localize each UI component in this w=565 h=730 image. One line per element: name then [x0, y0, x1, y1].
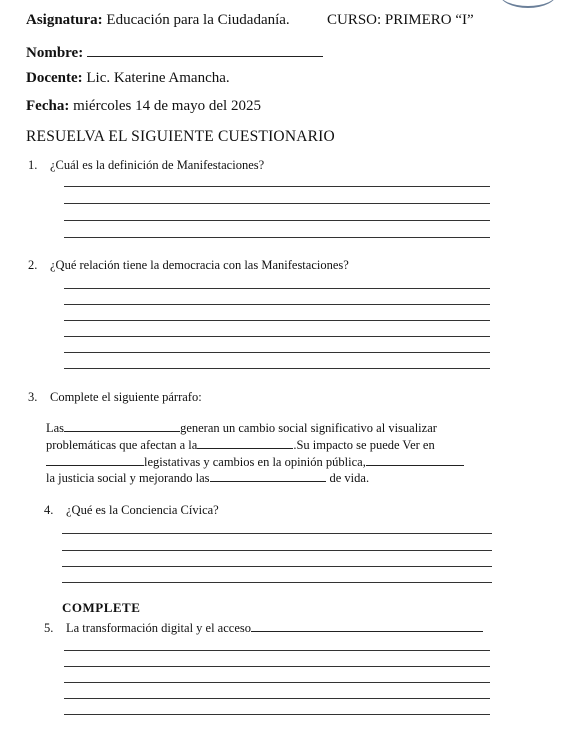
paragraph-text: la justicia social y mejorando las	[46, 471, 210, 485]
paragraph-line-1	[46, 420, 437, 436]
paragraph-line-3	[46, 454, 464, 470]
asignatura-value: Educación para la Ciudadanía.	[106, 12, 290, 28]
fill-blank[interactable]	[366, 454, 464, 466]
paragraph-text: problemáticas que afectan a la	[46, 438, 198, 452]
question-number: 1.	[28, 158, 38, 172]
answer-line[interactable]	[64, 203, 490, 204]
asignatura-label: Asignatura:	[26, 12, 103, 28]
answer-line[interactable]	[64, 650, 490, 651]
paragraph-text: Las	[46, 421, 65, 435]
question-text: ¿Qué es la Conciencia Cívica?	[66, 503, 219, 517]
question-5	[44, 620, 483, 636]
docente-value: Lic. Katerine Amancha.	[86, 70, 230, 86]
complete-label: COMPLETE	[62, 600, 141, 615]
answer-line[interactable]	[64, 714, 490, 715]
answer-line[interactable]	[64, 666, 490, 667]
fill-blank[interactable]	[46, 454, 144, 466]
answer-line[interactable]	[64, 186, 490, 187]
corner-decoration	[499, 0, 557, 8]
paragraph-text: .Su impacto se puede Ver en	[293, 438, 435, 452]
question-text: ¿Qué relación tiene la democracia con las Manifestaciones?	[50, 258, 349, 272]
question-text: ¿Cuál es la definición de Manifestaciones?	[50, 158, 265, 172]
answer-line[interactable]	[62, 566, 492, 567]
question-3	[28, 390, 202, 405]
question-2	[28, 258, 349, 273]
fill-blank[interactable]	[64, 420, 180, 432]
nombre-line	[26, 44, 323, 62]
answer-line[interactable]	[62, 533, 492, 534]
answer-line[interactable]	[62, 550, 492, 551]
answer-line[interactable]	[64, 237, 490, 238]
paragraph-text: legistativas y cambios en la opinión pública,	[144, 455, 366, 469]
docente-line	[26, 70, 230, 87]
answer-line[interactable]	[64, 320, 490, 321]
docente-label: Docente:	[26, 70, 83, 86]
answer-line[interactable]	[64, 220, 490, 221]
answer-line[interactable]	[64, 336, 490, 337]
question-number: 5.	[44, 621, 54, 635]
question-text: La transformación digital y el acceso	[66, 621, 251, 635]
fill-blank[interactable]	[210, 470, 326, 482]
page-title: RESUELVA EL SIGUIENTE CUESTIONARIO	[26, 128, 335, 145]
question-number: 2.	[28, 258, 38, 272]
answer-line[interactable]	[62, 582, 492, 583]
answer-line[interactable]	[64, 368, 490, 369]
fill-blank[interactable]	[197, 437, 293, 449]
asignatura-line	[26, 12, 290, 29]
nombre-label: Nombre:	[26, 45, 84, 61]
answer-line[interactable]	[64, 352, 490, 353]
paragraph-text: de vida.	[329, 471, 370, 485]
answer-line[interactable]	[64, 698, 490, 699]
question-number: 3.	[28, 390, 38, 404]
paragraph-line-4	[46, 470, 369, 486]
answer-line[interactable]	[64, 304, 490, 305]
fecha-line	[26, 98, 261, 115]
nombre-blank[interactable]	[87, 44, 323, 57]
question-text: Complete el siguiente párrafo:	[50, 390, 202, 404]
answer-line[interactable]	[64, 682, 490, 683]
fecha-label: Fecha:	[26, 98, 70, 114]
curso-text: CURSO: PRIMERO “I”	[327, 12, 474, 28]
paragraph-text: generan un cambio social significativo al visualizar	[180, 421, 437, 435]
fill-blank[interactable]	[251, 620, 483, 632]
question-number: 4.	[44, 503, 54, 517]
fecha-value: miércoles 14 de mayo del 2025	[73, 98, 261, 114]
answer-line[interactable]	[64, 288, 490, 289]
paragraph-line-2	[46, 437, 435, 453]
question-4	[44, 503, 219, 518]
question-1	[28, 158, 264, 173]
